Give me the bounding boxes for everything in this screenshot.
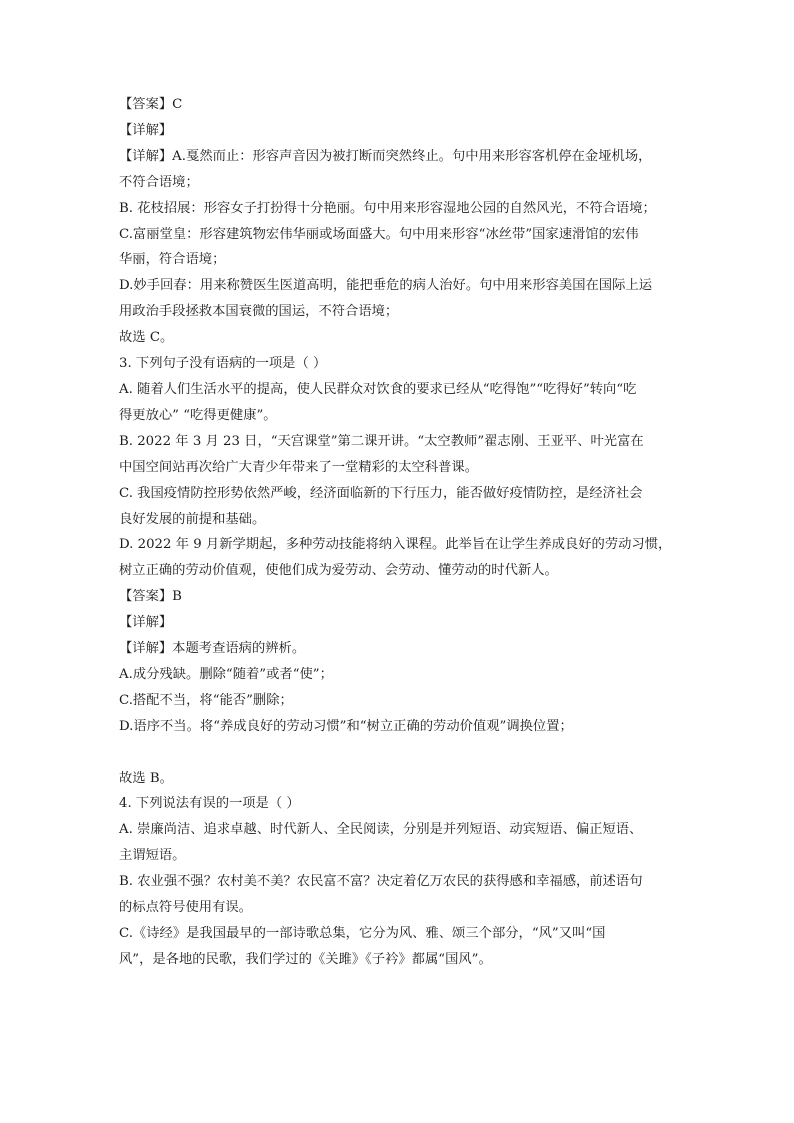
question-stem: 4. 下列说法有误的一项是（ ） (119, 796, 300, 812)
option-text: A. 随着人们生活水平的提高，使人民群众对饮食的要求已经从“吃得饱”“吃得好”转向“吃 (119, 381, 637, 397)
detail-text: B. 花枝招展：形容女子打扮得十分艳丽。句中用来形容湿地公园的自然风光，不符合语境； (119, 200, 656, 216)
option-text: 良好发展的前提和基础。 (119, 511, 266, 527)
detail-text: D.妙手回春：用来称赞医生医道高明，能把垂危的病人治好。句中用来形容美国在国际上运 (119, 278, 652, 294)
option-text: 树立正确的劳动价值观，使他们成为爱劳动、会劳动、懂劳动的时代新人。 (119, 563, 558, 579)
option-text: 的标点符号使用有误。 (119, 900, 252, 916)
detail-text: 华丽，符合语境； (119, 252, 226, 268)
detail-text: C.搭配不当，将“能否”删除； (119, 692, 293, 708)
question-stem: 3. 下列句子没有语病的一项是（ ） (119, 356, 327, 372)
option-text: A. 崇廉尚洁、追求卓越、时代新人、全民阅读，分别是并列短语、动宾短语、偏正短语、 (119, 822, 643, 838)
detail-text: 【详解】A.戛然而止：形容声音因为被打断而突然终止。句中用来形容客机停在金垭机场， (119, 148, 652, 164)
option-text: 中国空间站再次给广大青少年带来了一堂精彩的太空科普课。 (119, 459, 479, 475)
conclusion-text: 故选 C。 (119, 330, 174, 346)
detail-text: C.富丽堂皇：形容建筑物宏伟华丽或场面盛大。句中用来形容“冰丝带”国家速滑馆的宏伟 (119, 226, 639, 242)
option-text: D. 2022 年 9 月新学期起，多种劳动技能将纳入课程。此举旨在让学生养成良好的劳动习惯， (119, 537, 672, 553)
detail-heading: 【详解】 (119, 122, 173, 138)
document-body (119, 92, 679, 973)
answer-label: 【答案】C (119, 97, 183, 112)
option-text: 风”，是各地的民歌，我们学过的《关雎》《子衿》都属“国风”。 (119, 951, 492, 967)
option-text: 得更放心” “吃得更健康”。 (119, 407, 277, 423)
blank-line (119, 740, 679, 766)
option-text: B. 农业强不强？农村美不美？农民富不富？决定着亿万农民的获得感和幸福感，前述语句 (119, 874, 643, 890)
option-text: B. 2022 年 3 月 23 日，“天宫课堂”第二课开讲。“太空教师”翟志刚、王亚平、叶光富在 (119, 433, 644, 449)
detail-text: 不符合语境； (119, 174, 199, 190)
detail-text: 【详解】本题考查语病的辨析。 (119, 641, 306, 657)
detail-text: A.成分残缺。删除“随着”或者“使”； (119, 666, 333, 682)
detail-text: D.语序不当。将“养成良好的劳动习惯”和“树立正确的劳动价值观”调换位置； (119, 718, 573, 734)
detail-text: 用政治手段拯救本国衰微的国运，不符合语境； (119, 304, 399, 320)
conclusion-text: 故选 B。 (119, 770, 173, 786)
option-text: C. 我国疫情防控形势依然严峻，经济面临新的下行压力，能否做好疫情防控，是经济社会 (119, 485, 643, 501)
option-text: 主谓短语。 (119, 848, 186, 864)
detail-heading: 【详解】 (119, 615, 173, 631)
option-text: C.《诗经》是我国最早的一部诗歌总集，它分为风、雅、颂三个部分，“风”又叫“国 (119, 925, 606, 941)
answer-label: 【答案】B (119, 589, 182, 605)
